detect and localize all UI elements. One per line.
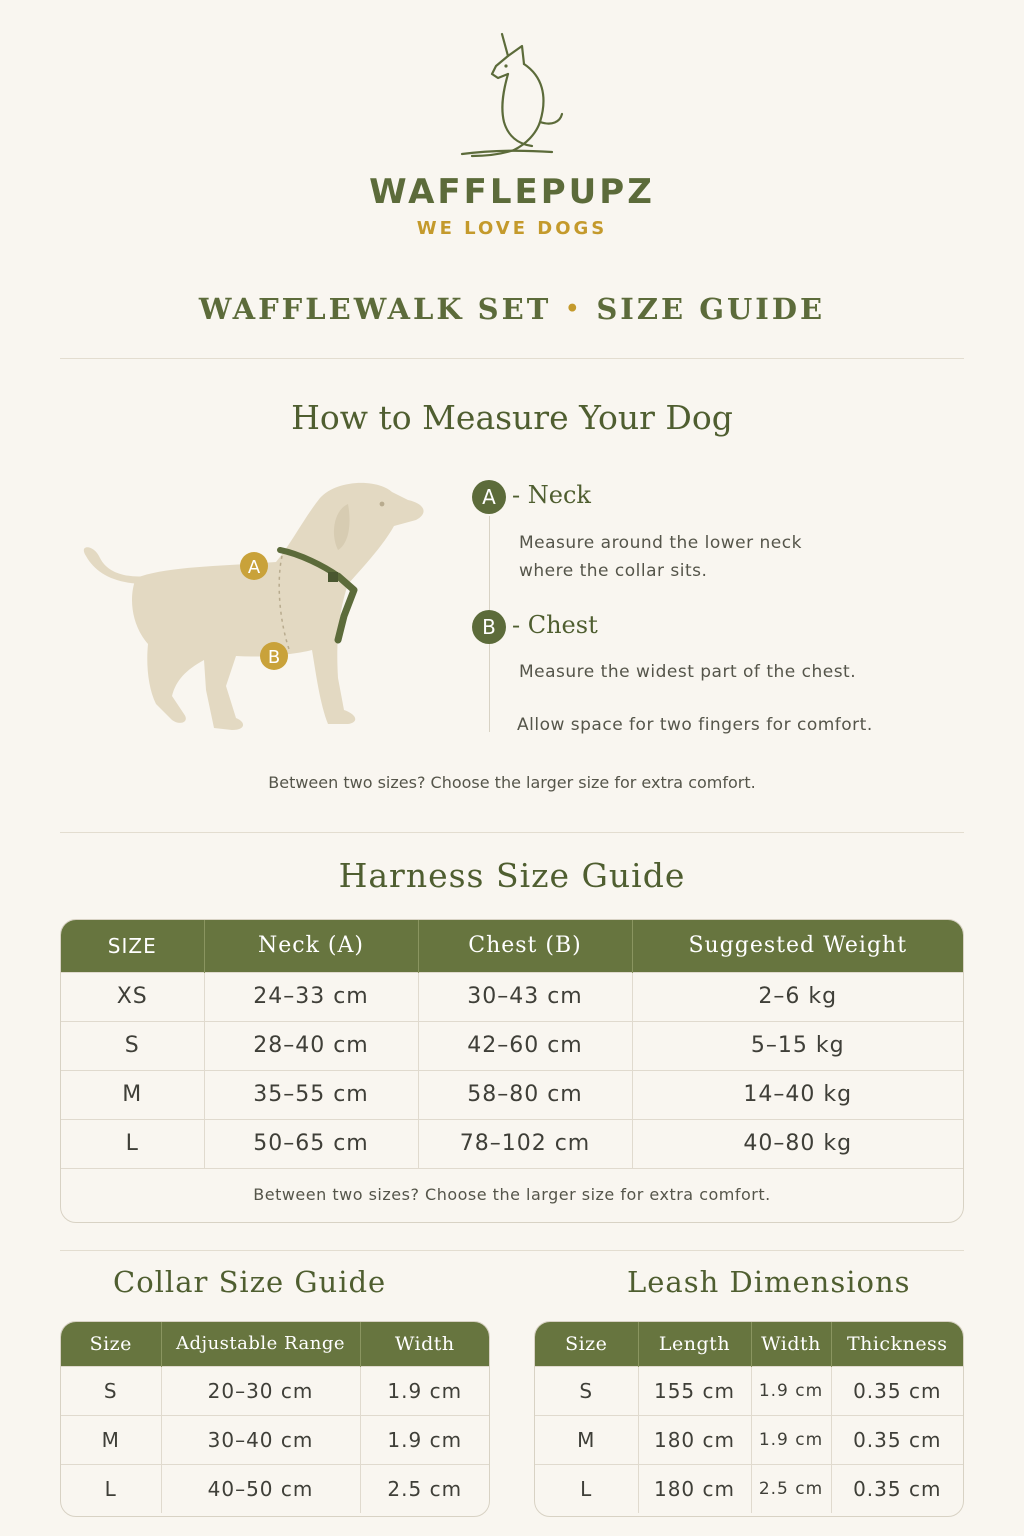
column-header: Neck (A) — [204, 920, 418, 972]
length-cell: 180 cm — [638, 1464, 751, 1513]
table-row — [61, 1464, 489, 1513]
thickness-cell: 0.35 cm — [831, 1464, 963, 1513]
guide-name: SIZE GUIDE — [596, 292, 826, 326]
thickness-cell: 0.35 cm — [831, 1415, 963, 1464]
column-header: Width — [751, 1322, 831, 1366]
harness-footnote: Between two sizes? Choose the larger size for extra comfort. — [61, 1168, 963, 1220]
table-row — [61, 1119, 963, 1168]
chest-cell: 42–60 cm — [418, 1021, 632, 1070]
size-cell: L — [535, 1464, 638, 1513]
weight-cell: 2–6 kg — [632, 972, 963, 1021]
column-header: Size — [535, 1322, 638, 1366]
width-cell: 2.5 cm — [360, 1464, 489, 1513]
column-header: Width — [360, 1322, 489, 1366]
leash-dimensions-table — [534, 1321, 964, 1517]
length-cell: 155 cm — [638, 1366, 751, 1415]
step-b-badge: B — [472, 610, 506, 644]
size-cell: S — [61, 1366, 161, 1415]
step-b-label: - Chest — [512, 611, 598, 639]
size-cell: L — [61, 1464, 161, 1513]
table-header-row — [61, 1322, 489, 1366]
size-cell: M — [535, 1415, 638, 1464]
width-cell: 1.9 cm — [751, 1366, 831, 1415]
step-b-line-1: Measure the widest part of the chest. — [519, 662, 857, 682]
column-header: Chest (B) — [418, 920, 632, 972]
size-cell: M — [61, 1070, 204, 1119]
range-cell: 20–30 cm — [161, 1366, 360, 1415]
size-cell: L — [61, 1119, 204, 1168]
brand-tagline: WE LOVE DOGS — [416, 218, 608, 239]
neck-cell: 50–65 cm — [204, 1119, 418, 1168]
table-footnote-row — [61, 1168, 963, 1220]
table-row — [535, 1464, 963, 1513]
collar-size-table — [60, 1321, 490, 1517]
length-cell: 180 cm — [638, 1415, 751, 1464]
table-header-row — [535, 1322, 963, 1366]
chest-cell: 30–43 cm — [418, 972, 632, 1021]
column-header: Adjustable Range — [161, 1322, 360, 1366]
column-header: Length — [638, 1322, 751, 1366]
size-cell: S — [61, 1021, 204, 1070]
step-a-line-2: where the collar sits. — [519, 561, 708, 581]
collar-title: Collar Size Guide — [113, 1265, 387, 1299]
column-header: Suggested Weight — [632, 920, 963, 972]
range-cell: 30–40 cm — [161, 1415, 360, 1464]
weight-cell: 40–80 kg — [632, 1119, 963, 1168]
step-b-line-2: Allow space for two fingers for comfort. — [517, 715, 873, 735]
weight-cell: 5–15 kg — [632, 1021, 963, 1070]
column-header: SIZE — [61, 920, 204, 972]
column-header: Size — [61, 1322, 161, 1366]
harness-title: Harness Size Guide — [338, 856, 686, 895]
step-a-label: - Neck — [512, 481, 591, 509]
leash-title: Leash Dimensions — [627, 1265, 911, 1299]
neck-cell: 24–33 cm — [204, 972, 418, 1021]
table-header-row — [61, 920, 963, 972]
harness-size-table — [60, 919, 964, 1223]
marker-b-on-dog: B — [267, 647, 281, 668]
neck-cell: 28–40 cm — [204, 1021, 418, 1070]
width-cell: 1.9 cm — [751, 1415, 831, 1464]
weight-cell: 14–40 kg — [632, 1070, 963, 1119]
size-cell: XS — [61, 972, 204, 1021]
dog-with-harness-illustration — [76, 474, 436, 744]
table-row — [61, 1021, 963, 1070]
sitting-dog-logo-icon — [452, 26, 572, 162]
table-row — [61, 1366, 489, 1415]
column-header: Thickness — [831, 1322, 963, 1366]
step-a-badge: A — [472, 480, 506, 514]
table-row — [61, 1415, 489, 1464]
size-cell: M — [61, 1415, 161, 1464]
table-row — [61, 972, 963, 1021]
width-cell: 1.9 cm — [360, 1366, 489, 1415]
measure-title: How to Measure Your Dog — [291, 398, 733, 437]
page-heading — [0, 292, 1024, 326]
width-cell: 1.9 cm — [360, 1415, 489, 1464]
size-tip-note: Between two sizes? Choose the larger size for extra comfort. — [268, 773, 756, 792]
chest-cell: 58–80 cm — [418, 1070, 632, 1119]
step-a-description — [519, 529, 802, 585]
thickness-cell: 0.35 cm — [831, 1366, 963, 1415]
width-cell: 2.5 cm — [751, 1464, 831, 1513]
heading-separator: • — [565, 296, 583, 322]
range-cell: 40–50 cm — [161, 1464, 360, 1513]
table-row — [535, 1366, 963, 1415]
divider — [60, 1250, 964, 1251]
marker-a-on-dog: A — [247, 557, 261, 578]
brand-name: WAFFLEPUPZ — [369, 172, 655, 212]
neck-cell: 35–55 cm — [204, 1070, 418, 1119]
size-cell: S — [535, 1366, 638, 1415]
table-row — [61, 1070, 963, 1119]
table-row — [535, 1415, 963, 1464]
step-a-line-1: Measure around the lower neck — [519, 533, 802, 553]
chest-cell: 78–102 cm — [418, 1119, 632, 1168]
divider — [60, 832, 964, 833]
product-name: WAFFLEWALK SET — [198, 292, 552, 326]
divider — [60, 358, 964, 359]
